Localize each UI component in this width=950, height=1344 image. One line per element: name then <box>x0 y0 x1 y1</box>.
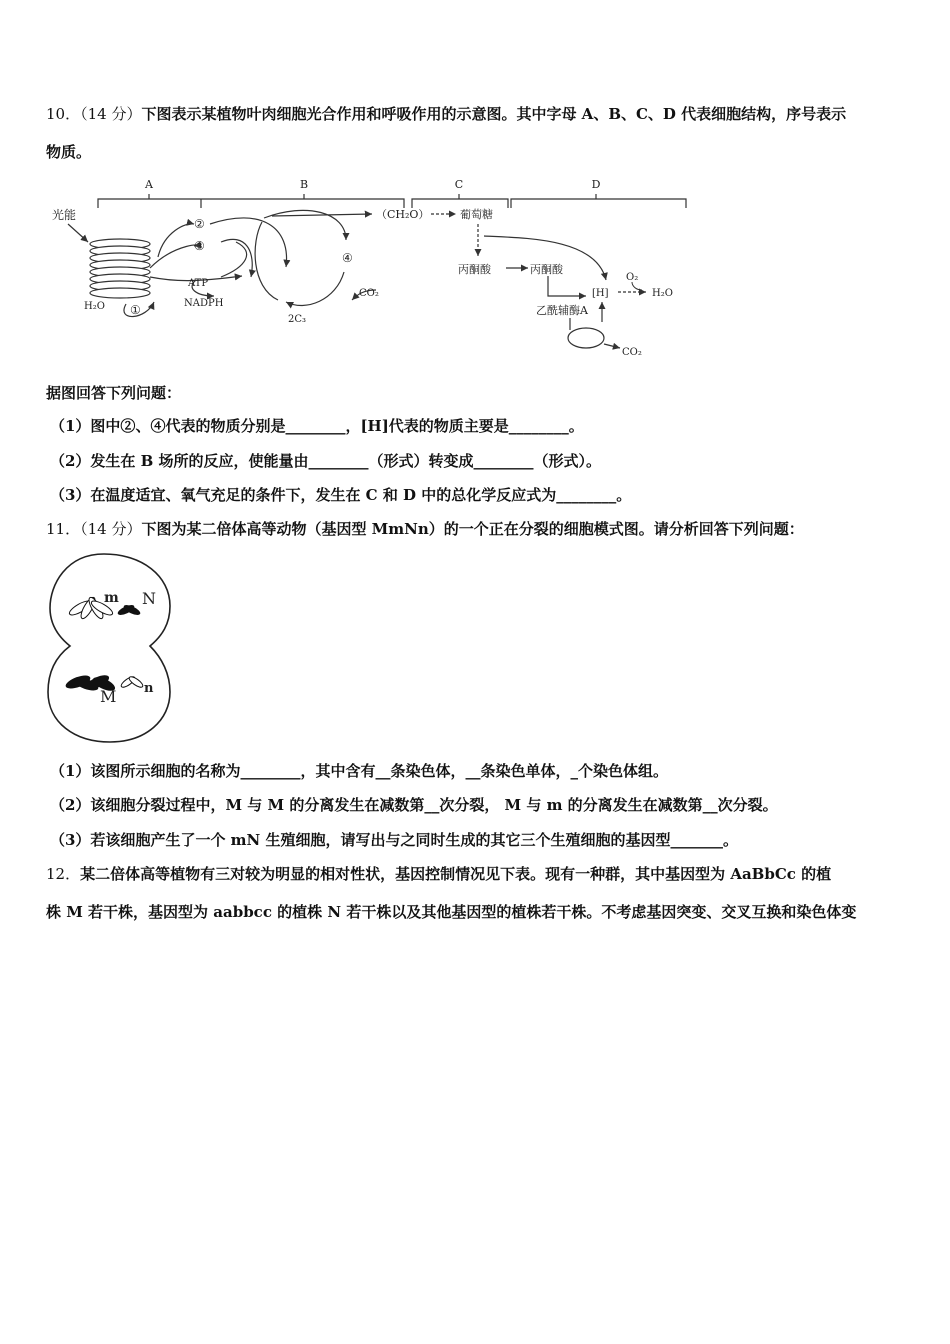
q11-stem <box>46 518 804 539</box>
label-b: B <box>299 178 309 191</box>
grana-stack <box>90 239 150 298</box>
pyruvate-1-label: 丙酮酸 <box>458 263 491 276</box>
label-a: A <box>145 178 153 191</box>
glucose-label: 葡萄糖 <box>460 208 493 221</box>
oxygen-label: O₂ <box>626 272 639 283</box>
pyruvate-2-label: 丙酮酸 <box>530 263 563 276</box>
cell-division-diagram <box>46 550 176 746</box>
gene-N-upper: N <box>142 589 156 608</box>
water-label: H₂O <box>84 301 105 312</box>
q11-number: 11． <box>46 520 81 538</box>
q10-prompt: 据图回答下列问题： <box>46 384 182 402</box>
co2-in-label: CO₂ <box>359 288 379 299</box>
substance-1: ① <box>130 303 141 317</box>
q10-score: （14 分） <box>80 105 142 123</box>
q10-sub1: （1）图中②、④代表的物质分别是________，[H]代表的物质主要是________。 <box>50 417 584 435</box>
q10-stem-line1 <box>46 103 846 124</box>
co2-out-label: CO₂ <box>622 347 642 358</box>
q10-number: 10． <box>46 105 81 123</box>
q11-sub3: （3）若该细胞产生了一个 mN 生殖细胞，请写出与之同时生成的其它三个生殖细胞的基因型_______。 <box>50 831 738 849</box>
atp-label: ATP <box>188 278 209 289</box>
carbohydrate-label: （CH₂O） <box>376 208 430 221</box>
q12-text1: 某二倍体高等植物有三对较为明显的相对性状，基因控制情况见下表。现有一种群，其中基因型为 AaBbCc 的植 <box>80 865 832 883</box>
label-d: D <box>591 178 601 191</box>
acetyl-coa-label: 乙酰辅酶A <box>536 304 588 317</box>
q12-line1 <box>46 863 831 884</box>
q12-line2: 株 M 若干株，基因型为 aabbcc 的植株 N 若干株以及其他基因型的植株若干株。不考虑基因突变、交叉互换和染色体变 <box>46 903 857 921</box>
gene-n-lower: n <box>144 681 154 696</box>
q11-stem-text: 下图为某二倍体高等动物（基因型 MmNn）的一个正在分裂的细胞模式图。请分析回答下列问题： <box>141 520 804 538</box>
photosynthesis-respiration-diagram <box>46 172 696 364</box>
q11-sub2: （2）该细胞分裂过程中，M 与 M 的分离发生在减数第__次分裂， M 与 m 的分离发生在减数第__次分裂。 <box>50 796 778 814</box>
water-right-label: H₂O <box>652 288 673 299</box>
gene-m-upper: m <box>104 590 119 606</box>
label-c: C <box>454 178 464 191</box>
q10-stem-text: 下图表示某植物叶肉细胞光合作用和呼吸作用的示意图。其中字母 A、B、C、D 代表细胞结构，序号表示 <box>141 105 847 123</box>
q10-stem-line2: 物质。 <box>46 143 92 161</box>
c3-label: 2C₃ <box>288 314 307 325</box>
substance-2: ② <box>194 217 205 231</box>
q11-score: （14 分） <box>80 520 142 538</box>
substance-4: ④ <box>342 251 353 265</box>
gene-M-lower: M <box>100 687 117 706</box>
q12-number: 12． <box>46 865 81 883</box>
q10-sub3: （3）在温度适宜、氧气充足的条件下，发生在 C 和 D 中的总化学反应式为________。 <box>50 486 632 504</box>
light-energy-label: 光能 <box>52 208 77 222</box>
substance-3: ③ <box>194 239 205 253</box>
cell-outline <box>48 554 170 742</box>
h-label: [H] <box>592 288 609 299</box>
nadph-label: NADPH <box>184 298 224 309</box>
q10-sub2: （2）发生在 B 场所的反应，使能量由________（形式）转变成________（形式）。 <box>50 452 602 470</box>
q11-sub1: （1）该图所示细胞的名称为________，其中含有__条染色体，__条染色单体，_个染色体组。 <box>50 762 668 780</box>
